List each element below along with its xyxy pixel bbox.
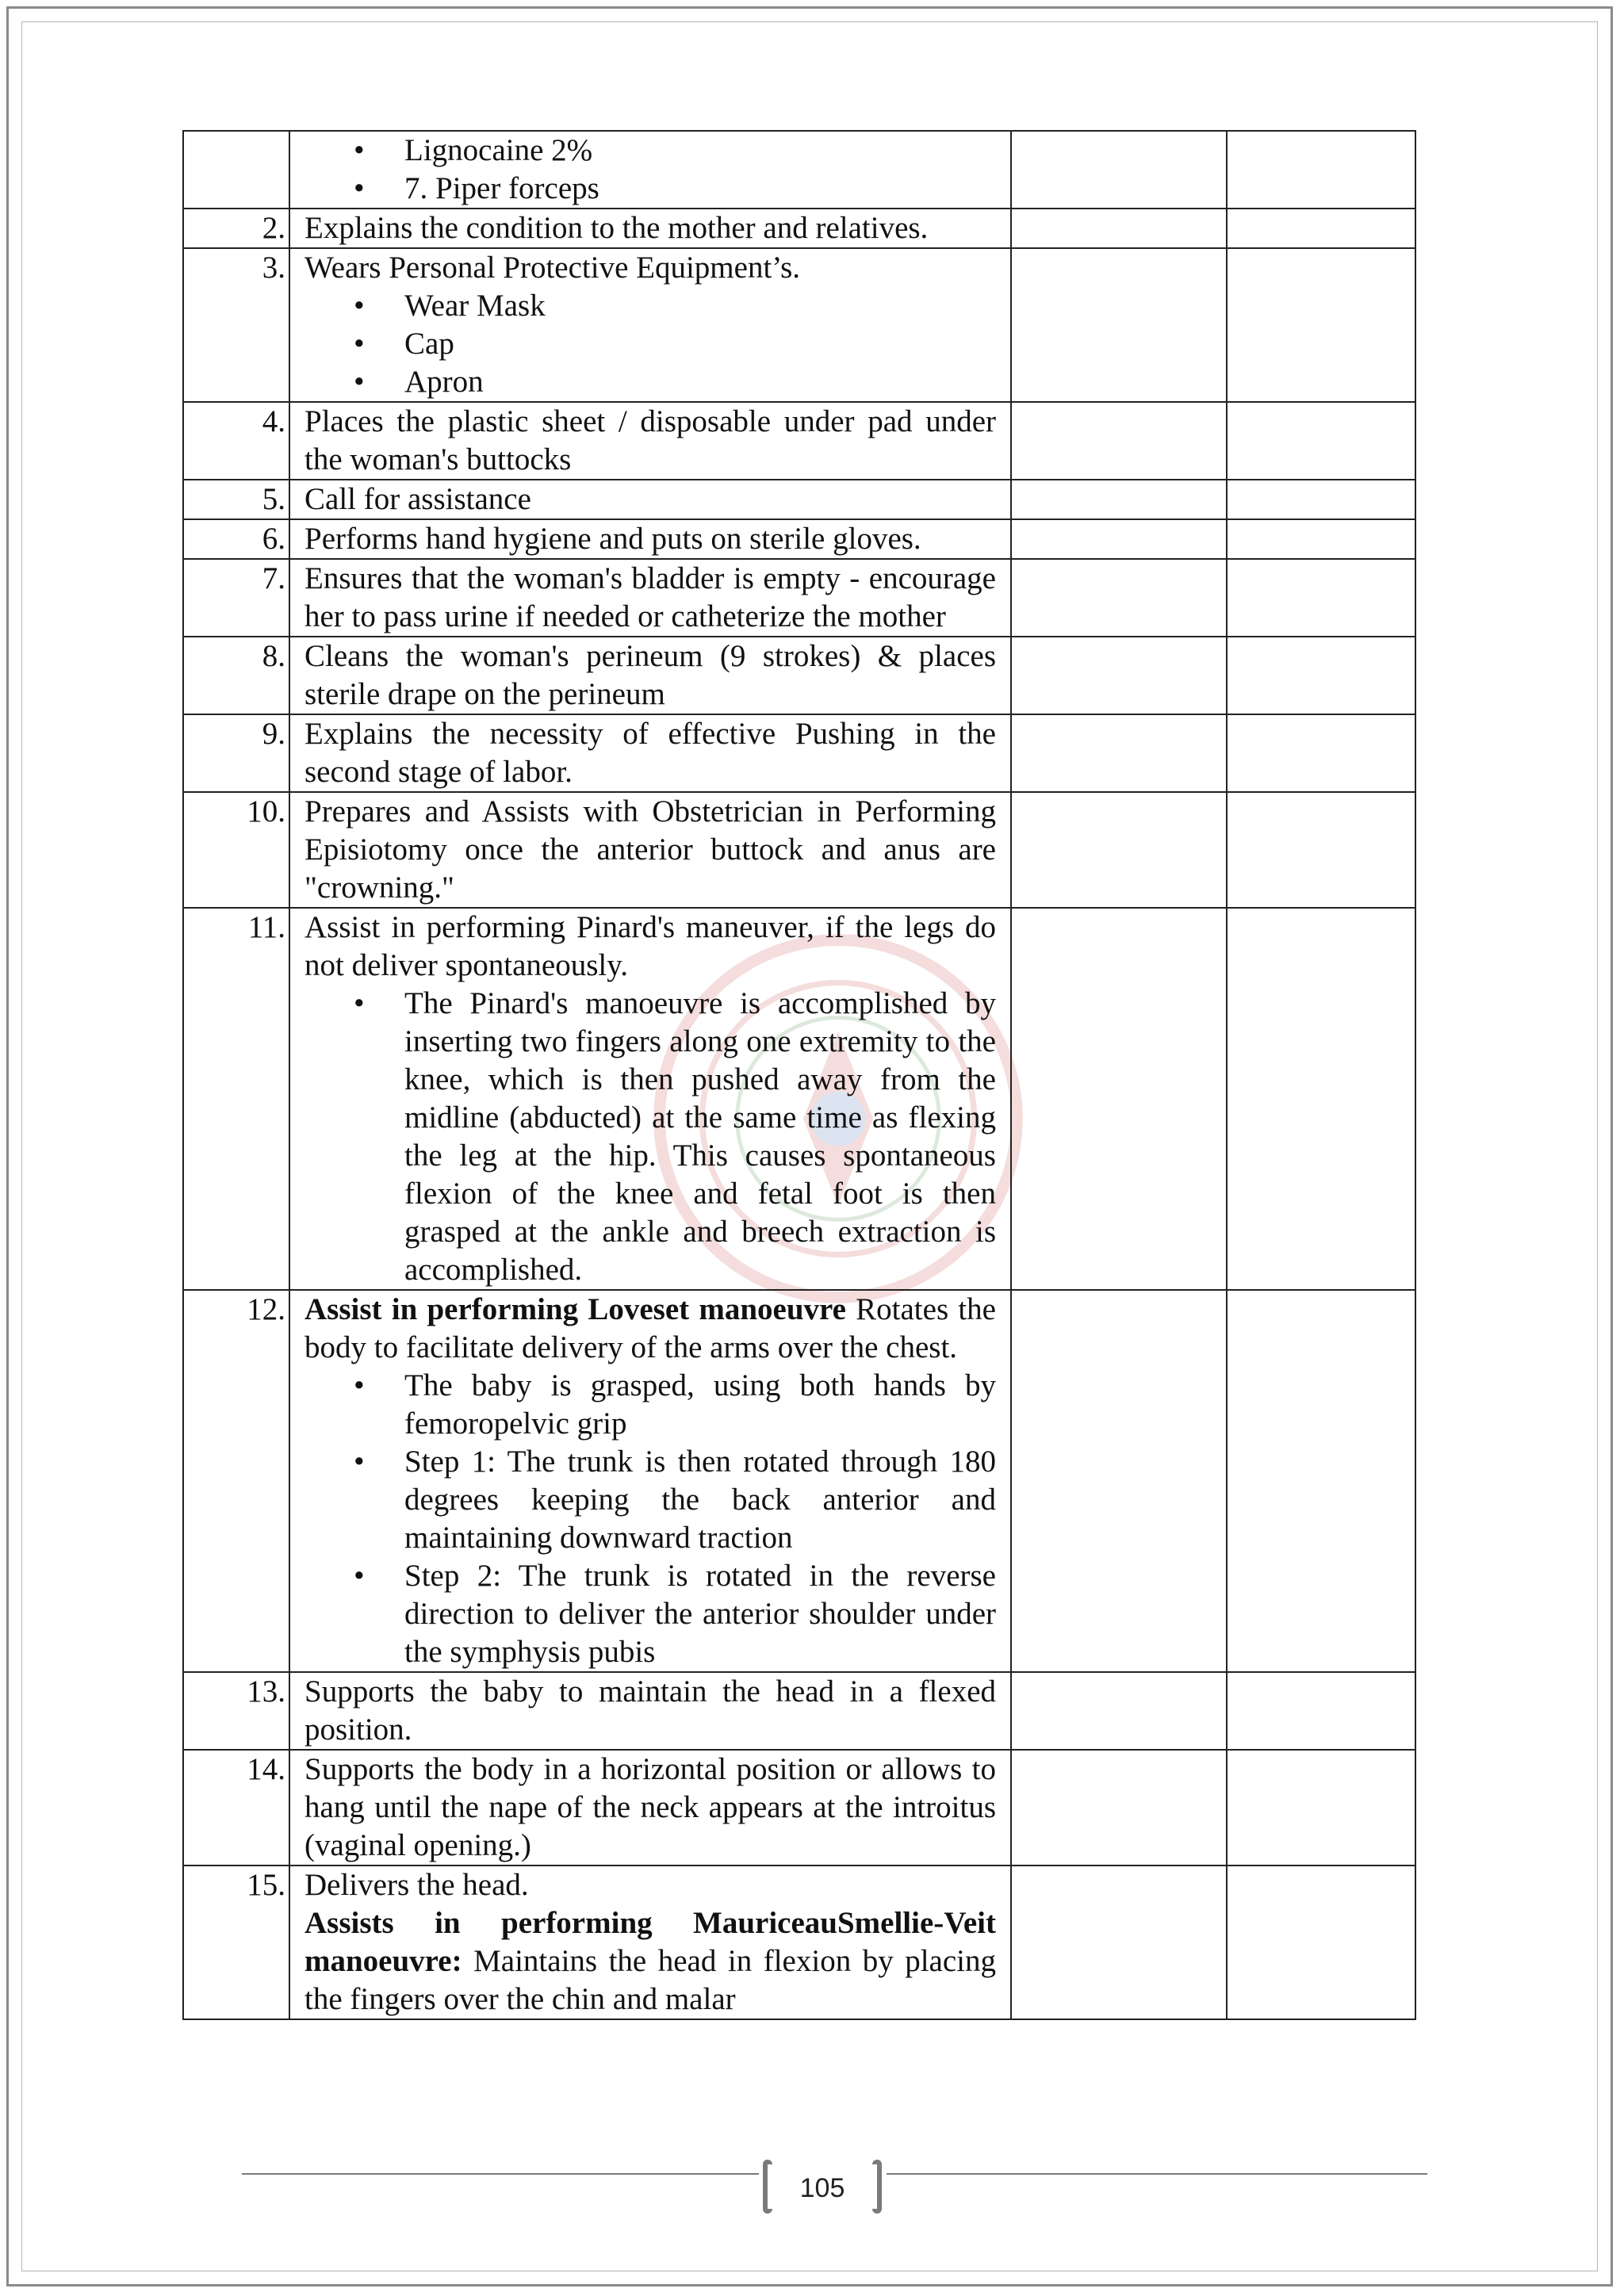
step-number: 6. <box>183 519 289 559</box>
remarks-cell <box>1227 480 1415 519</box>
table-row <box>183 519 1415 559</box>
step-description <box>289 1750 1011 1866</box>
step-text: Places the plastic sheet / disposable under pad under the woman's buttocks <box>304 404 996 476</box>
score-cell <box>1011 1866 1227 2019</box>
step-number: 15. <box>183 1866 289 2019</box>
step-number: 13. <box>183 1672 289 1750</box>
step-text: Delivers the head. <box>304 1868 529 1902</box>
step-text: Performs hand hygiene and puts on sterile gloves. <box>304 522 921 556</box>
remarks-cell <box>1227 131 1415 209</box>
page-number: 105 <box>799 2173 845 2203</box>
remarks-cell <box>1227 908 1415 1290</box>
remarks-cell <box>1227 209 1415 248</box>
score-cell <box>1011 559 1227 637</box>
score-cell <box>1011 402 1227 480</box>
score-cell <box>1011 480 1227 519</box>
step-number: 3. <box>183 248 289 402</box>
step-number: 9. <box>183 714 289 792</box>
step-description <box>289 1290 1011 1672</box>
table-row <box>183 1866 1415 2019</box>
step-description <box>289 402 1011 480</box>
list-item: • The Pinard's manoeuvre is accomplished by inserting two fingers along one extremity to the knee, which is then pushed away from the midline (abducted) at the same time as flexing the leg at the hip. This causes spontaneous flexion of the knee and fetal foot is then grasped at the ankle and breech extraction is accomplished. <box>304 985 996 1289</box>
score-cell <box>1011 1672 1227 1750</box>
step-text: Rotates the body to facilitate delivery of the arms over the chest. <box>304 1292 996 1364</box>
remarks-cell <box>1227 1290 1415 1672</box>
step-number: 5. <box>183 480 289 519</box>
step-text: Supports the body in a horizontal position or allows to hang until the nape of the neck appears at the introitus (vaginal opening.) <box>304 1752 996 1862</box>
table-row <box>183 248 1415 402</box>
step-bold-text: Assist in performing Loveset manoeuvre <box>304 1292 846 1326</box>
step-number: 4. <box>183 402 289 480</box>
score-cell <box>1011 908 1227 1290</box>
remarks-cell <box>1227 248 1415 402</box>
step-description <box>289 1672 1011 1750</box>
step-description <box>289 792 1011 908</box>
step-number: 11. <box>183 908 289 1290</box>
step-number: 7. <box>183 559 289 637</box>
procedure-checklist-table <box>182 130 1416 2020</box>
step-description <box>289 714 1011 792</box>
step-description <box>289 209 1011 248</box>
bullet-list <box>304 985 996 1289</box>
remarks-cell <box>1227 559 1415 637</box>
table-row <box>183 559 1415 637</box>
remarks-cell <box>1227 792 1415 908</box>
table-row <box>183 480 1415 519</box>
step-text: Ensures that the woman's bladder is empty - encourage her to pass urine if needed or catheterize the mother <box>304 561 996 633</box>
step-text: Explains the necessity of effective Pushing in the second stage of labor. <box>304 717 996 789</box>
list-item: • Apron <box>304 363 996 401</box>
bullet-list <box>304 1367 996 1671</box>
list-item: • Lignocaine 2% <box>304 132 996 170</box>
list-item: • The baby is grasped, using both hands by femoropelvic grip <box>304 1367 996 1443</box>
table-row <box>183 1290 1415 1672</box>
step-number: 10. <box>183 792 289 908</box>
table-row <box>183 1672 1415 1750</box>
step-number: 2. <box>183 209 289 248</box>
remarks-cell <box>1227 402 1415 480</box>
step-number <box>183 131 289 209</box>
step-description <box>289 131 1011 209</box>
footer-rule-left <box>242 2173 759 2175</box>
step-description <box>289 908 1011 1290</box>
score-cell <box>1011 248 1227 402</box>
table-row <box>183 637 1415 714</box>
list-item: • Step 1: The trunk is then rotated through 180 degrees keeping the back anterior and maintaining downward traction <box>304 1443 996 1557</box>
list-item: • 7. Piper forceps <box>304 170 996 208</box>
bullet-list <box>304 132 996 208</box>
step-description <box>289 519 1011 559</box>
step-number: 8. <box>183 637 289 714</box>
remarks-cell <box>1227 714 1415 792</box>
table-row <box>183 131 1415 209</box>
table-row <box>183 908 1415 1290</box>
step-number: 14. <box>183 1750 289 1866</box>
step-text: Maintains the head in flexion by placing the fingers over the chin and malar <box>304 1944 996 2016</box>
step-text: Explains the condition to the mother and relatives. <box>304 211 929 245</box>
step-description <box>289 559 1011 637</box>
step-description <box>289 1866 1011 2019</box>
step-text: Supports the baby to maintain the head in a flexed position. <box>304 1674 996 1747</box>
score-cell <box>1011 637 1227 714</box>
table-row <box>183 714 1415 792</box>
step-bold-text: Assists in performing MauriceauSmellie-Veit manoeuvre: <box>304 1906 996 1978</box>
step-text: Assist in performing Pinard's maneuver, if the legs do not deliver spontaneously. <box>304 910 996 982</box>
step-description <box>289 480 1011 519</box>
table-row <box>183 1750 1415 1866</box>
table-row <box>183 209 1415 248</box>
score-cell <box>1011 1750 1227 1866</box>
step-number: 12. <box>183 1290 289 1672</box>
score-cell <box>1011 209 1227 248</box>
step-text: Prepares and Assists with Obstetrician in Performing Episiotomy once the anterior buttock and anus are "crowning." <box>304 794 996 905</box>
score-cell <box>1011 131 1227 209</box>
table-row <box>183 792 1415 908</box>
step-description <box>289 637 1011 714</box>
remarks-cell <box>1227 519 1415 559</box>
bullet-list <box>304 287 996 401</box>
step-text: Wears Personal Protective Equipment’s. <box>304 251 801 285</box>
step-description <box>289 248 1011 402</box>
remarks-cell <box>1227 1750 1415 1866</box>
list-item: • Cap <box>304 325 996 363</box>
score-cell <box>1011 792 1227 908</box>
table-row <box>183 402 1415 480</box>
remarks-cell <box>1227 1672 1415 1750</box>
score-cell <box>1011 714 1227 792</box>
score-cell <box>1011 519 1227 559</box>
list-item: • Wear Mask <box>304 287 996 325</box>
footer-rule-right <box>887 2173 1427 2175</box>
score-cell <box>1011 1290 1227 1672</box>
step-text: Call for assistance <box>304 482 531 516</box>
list-item: • Step 2: The trunk is rotated in the reverse direction to deliver the anterior shoulder under the symphysis pubis <box>304 1557 996 1671</box>
step-text: Cleans the woman's perineum (9 strokes) & places sterile drape on the perineum <box>304 639 996 711</box>
remarks-cell <box>1227 637 1415 714</box>
remarks-cell <box>1227 1866 1415 2019</box>
